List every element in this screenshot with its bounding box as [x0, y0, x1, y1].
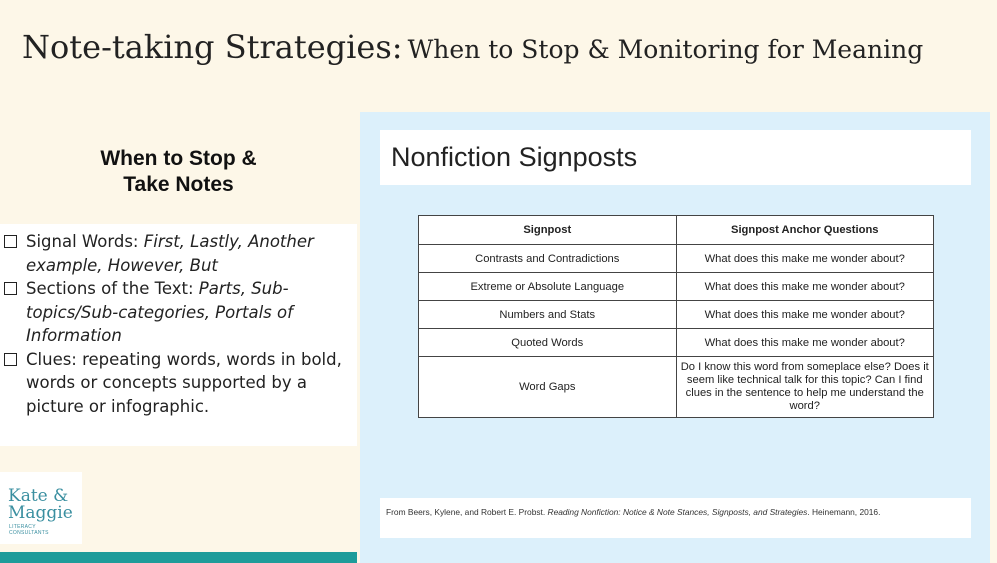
heading-line-2: Take Notes [123, 173, 234, 196]
table-cell: Numbers and Stats [419, 301, 677, 329]
list-item: Clues: repeating words, words in bold, words or concepts supported by a picture or infographic. [26, 348, 347, 419]
table-cell: Word Gaps [419, 357, 677, 418]
logo-line-2: Maggie [8, 503, 73, 523]
table-cell: Do I know this word from someplace else? Does it seem like technical talk for this topic? Can I find clues in the sentence to help me understand the word? [676, 357, 934, 418]
table-row [419, 273, 934, 301]
column-header: Signpost [419, 216, 677, 245]
logo-tagline: LITERACY CONSULTANTS [9, 524, 49, 536]
strategy-list [0, 224, 357, 418]
table-cell: What does this make me wonder about? [676, 273, 934, 301]
table-row [419, 329, 934, 357]
list-item: Signal Words: First, Lastly, Another example, However, But [26, 230, 347, 277]
table-cell: Quoted Words [419, 329, 677, 357]
logo-line-1: Kate & [8, 486, 69, 506]
teal-footer-bar [0, 552, 357, 563]
table-cell: What does this make me wonder about? [676, 329, 934, 357]
table-row [419, 301, 934, 329]
strategy-list-panel [0, 224, 357, 446]
slide-title [22, 28, 982, 78]
citation-box [380, 498, 971, 538]
table-cell: Contrasts and Contradictions [419, 245, 677, 273]
checkbox-icon [4, 235, 17, 248]
table-cell: What does this make me wonder about? [676, 301, 934, 329]
kate-maggie-logo [0, 472, 82, 544]
heading-line-1: When to Stop & [100, 147, 257, 170]
table-row [419, 357, 934, 418]
table-header-row [419, 216, 934, 245]
list-item: Sections of the Text: Parts, Sub-topics/Sub-categories, Portals of Information [26, 277, 347, 348]
table-cell: What does this make me wonder about? [676, 245, 934, 273]
checkbox-icon [4, 282, 17, 295]
citation-text: From Beers, Kylene, and Robert E. Probst. Reading Nonfiction: Notice & Note Stances, Signposts, and Strategies. Heinemann, 2016. [386, 507, 881, 517]
signposts-title-box [380, 130, 971, 185]
column-header: Signpost Anchor Questions [676, 216, 934, 245]
signposts-title: Nonfiction Signposts [391, 142, 638, 172]
title-sub: When to Stop & Monitoring for Meaning [407, 35, 924, 64]
signposts-table [418, 215, 934, 418]
table-cell: Extreme or Absolute Language [419, 273, 677, 301]
checkbox-icon [4, 353, 17, 366]
when-to-stop-heading [0, 146, 357, 198]
title-main: Note-taking Strategies: [22, 28, 403, 66]
table-row [419, 245, 934, 273]
